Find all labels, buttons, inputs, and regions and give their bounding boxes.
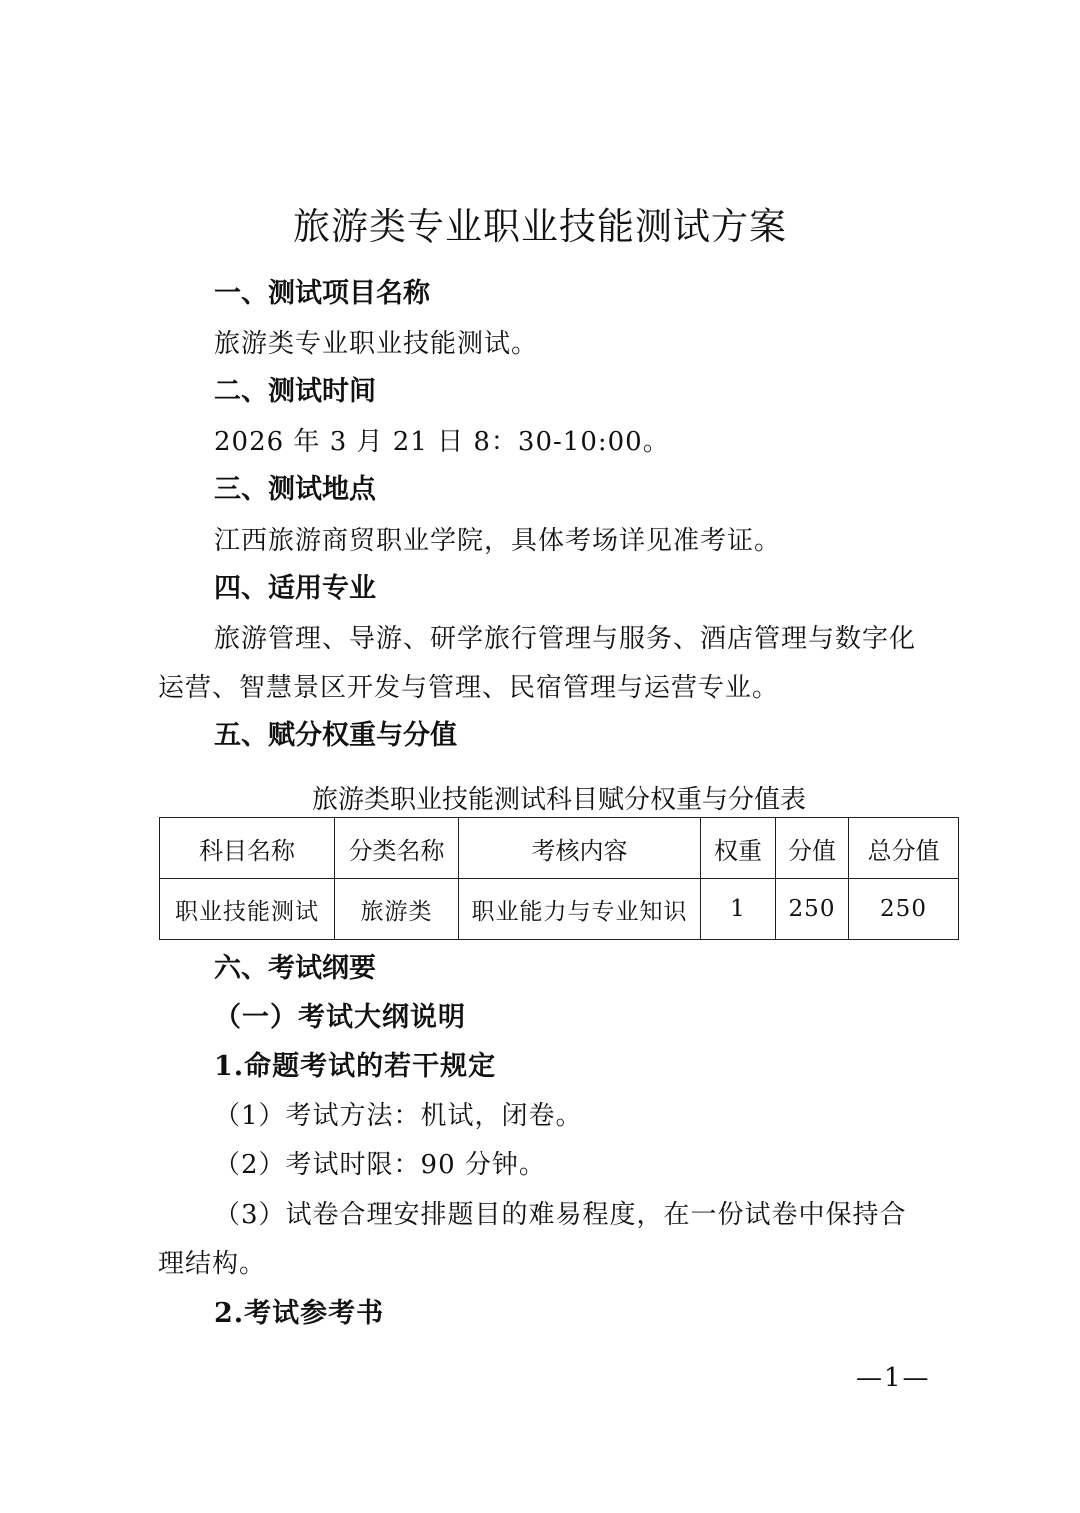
- section-text-test-time: 2026 年 3 月 21 日 8：30-10:00。: [214, 427, 670, 457]
- subsection-heading-outline-description: （一）考试大纲说明: [214, 1002, 466, 1033]
- rule-difficulty-line1: （3）试卷合理安排题目的难易程度，在一份试卷中保持合: [214, 1200, 907, 1230]
- table-cell: 250: [849, 879, 959, 940]
- section-text-test-location: 江西旅游商贸职业学院，具体考场详见准考证。: [214, 526, 782, 556]
- table-cell: 250: [776, 879, 849, 940]
- table-cell: 旅游类: [335, 879, 459, 940]
- table-cell: 1: [701, 879, 776, 940]
- table-header-row: [160, 818, 959, 879]
- table-caption: 旅游类职业技能测试科目赋分权重与分值表: [311, 785, 806, 815]
- table-cell: 职业技能测试: [160, 879, 335, 940]
- item-heading-reference-books: 2.考试参考书: [214, 1298, 385, 1329]
- item-heading-exam-rules: 1.命题考试的若干规定: [214, 1051, 497, 1082]
- section-text-test-name: 旅游类专业职业技能测试。: [214, 329, 539, 359]
- section-heading-test-time: 二、测试时间: [214, 376, 376, 407]
- section-heading-test-name: 一、测试项目名称: [214, 278, 430, 309]
- section-heading-exam-outline: 六、考试纲要: [214, 953, 376, 984]
- section-heading-score-weight: 五、赋分权重与分值: [214, 720, 457, 751]
- rule-exam-duration: （2）考试时限：90 分钟。: [214, 1150, 546, 1180]
- table-header-cell: 总分值: [849, 818, 959, 879]
- document-title: 旅游类专业职业技能测试方案: [293, 205, 787, 248]
- table-row: [160, 879, 959, 940]
- table-cell: 职业能力与专业知识: [459, 879, 701, 940]
- table-header-cell: 考核内容: [459, 818, 701, 879]
- table-header-cell: 分类名称: [335, 818, 459, 879]
- score-table: [159, 817, 959, 940]
- rule-difficulty-line2: 理结构。: [158, 1249, 267, 1279]
- section-text-majors-line1: 旅游管理、导游、研学旅行管理与服务、酒店管理与数字化: [214, 624, 917, 654]
- section-text-majors-line2: 运营、智慧景区开发与管理、民宿管理与运营专业。: [158, 673, 780, 703]
- table-header-cell: 权重: [701, 818, 776, 879]
- page-number: —1—: [856, 1363, 931, 1393]
- table-header-cell: 科目名称: [160, 818, 335, 879]
- rule-exam-method: （1）考试方法：机试，闭卷。: [214, 1101, 583, 1131]
- table-header-cell: 分值: [776, 818, 849, 879]
- section-heading-test-location: 三、测试地点: [214, 474, 376, 505]
- section-heading-majors: 四、适用专业: [214, 573, 376, 604]
